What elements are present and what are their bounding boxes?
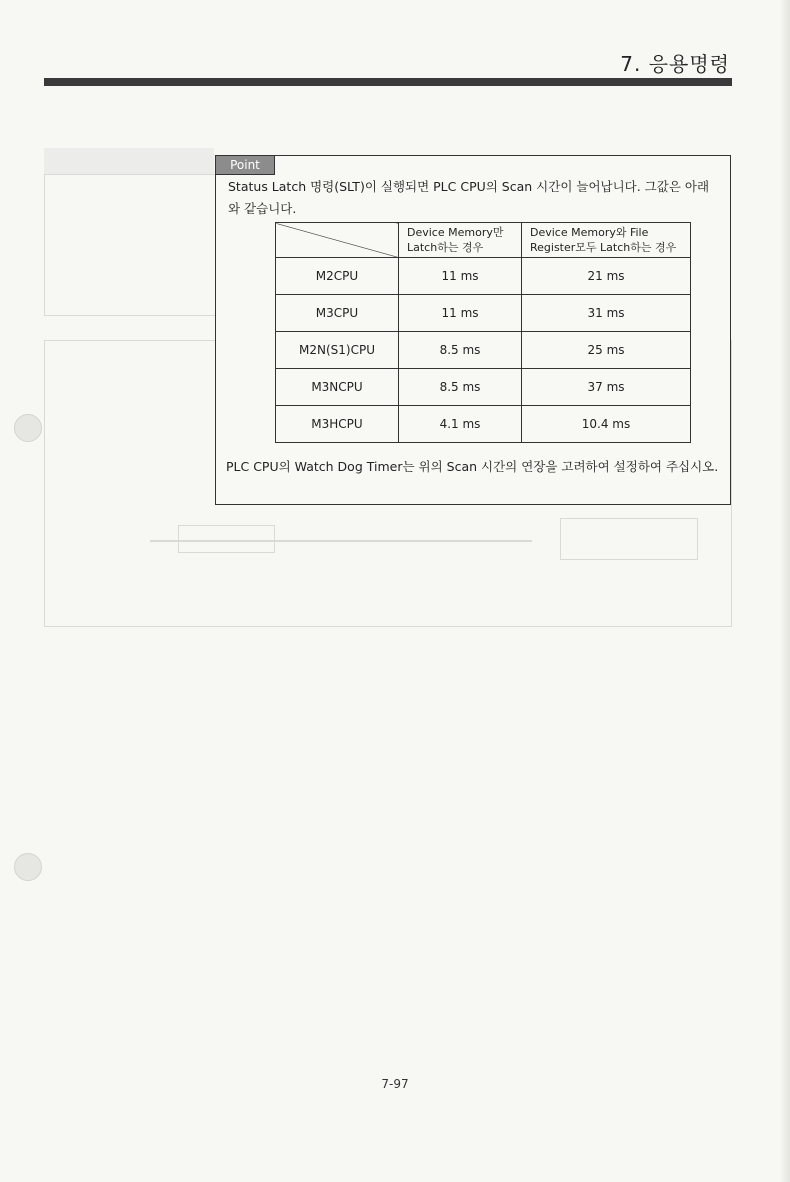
- point-tab: Point: [216, 156, 275, 175]
- point-intro-text: Status Latch 명령(SLT)이 실행되면 PLC CPU의 Scan 시간이 늘어납니다. 그값은 아래와 같습니다.: [228, 179, 710, 216]
- table-row: [276, 369, 691, 406]
- column-header-device-only: Device Memory만 Latch하는 경우: [399, 223, 522, 258]
- cpu-name-cell: M2N(S1)CPU: [276, 332, 399, 369]
- bleed-through-bar: [44, 148, 214, 174]
- device-and-file-cell: 21 ms: [522, 258, 691, 295]
- cpu-name-cell: M3NCPU: [276, 369, 399, 406]
- device-only-cell: 8.5 ms: [399, 332, 522, 369]
- point-outro-text: PLC CPU의 Watch Dog Timer는 위의 Scan 시간의 연장을 고려하여 설정하여 주십시오.: [226, 459, 719, 474]
- device-and-file-cell: 37 ms: [522, 369, 691, 406]
- page-edge: [780, 0, 790, 1182]
- column-header-device-and-file: Device Memory와 File Register모두 Latch하는 경우: [522, 223, 691, 258]
- bleed-through-grid: [44, 174, 216, 316]
- point-box: [215, 155, 731, 505]
- device-and-file-cell: 10.4 ms: [522, 406, 691, 443]
- table-row: [276, 258, 691, 295]
- cpu-name-cell: M2CPU: [276, 258, 399, 295]
- cpu-name-cell: M3HCPU: [276, 406, 399, 443]
- bleed-through-box: [178, 525, 275, 553]
- table-row: [276, 332, 691, 369]
- binder-hole: [14, 853, 42, 881]
- chapter-title: 7. 응용명령: [620, 52, 730, 76]
- binder-hole: [14, 414, 42, 442]
- device-and-file-cell: 31 ms: [522, 295, 691, 332]
- device-only-cell: 11 ms: [399, 258, 522, 295]
- table-row: [276, 295, 691, 332]
- scan-time-table: [275, 222, 691, 443]
- table-row: [276, 406, 691, 443]
- device-only-cell: 4.1 ms: [399, 406, 522, 443]
- header-rule: [44, 78, 732, 86]
- device-only-cell: 8.5 ms: [399, 369, 522, 406]
- table-corner-cell: [276, 223, 399, 258]
- cpu-name-cell: M3CPU: [276, 295, 399, 332]
- bleed-through-line: [150, 540, 532, 542]
- device-only-cell: 11 ms: [399, 295, 522, 332]
- device-and-file-cell: 25 ms: [522, 332, 691, 369]
- bleed-through-box: [560, 518, 698, 560]
- page-number: 7-97: [381, 1077, 409, 1091]
- table-header-row: [276, 223, 691, 258]
